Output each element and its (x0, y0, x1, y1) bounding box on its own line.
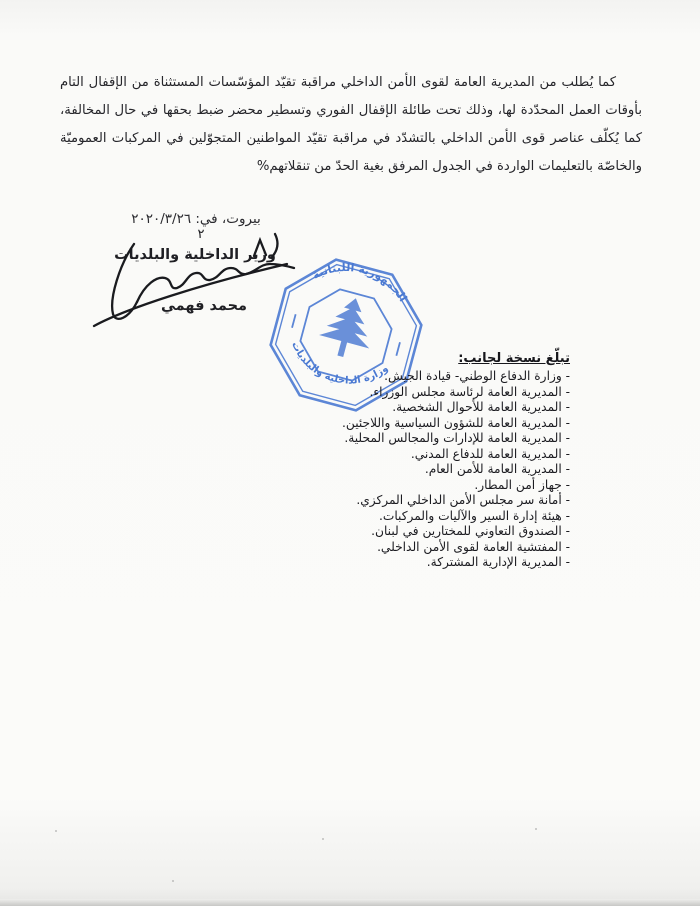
signature-paraph-curve (272, 234, 277, 257)
scan-speck (322, 838, 324, 840)
distribution-item: - الصندوق التعاوني للمختارين في لبنان. (371, 524, 570, 538)
scan-speck (535, 828, 537, 830)
dateline: بيروت، في: ٢٠٢٠/٣/٢٦ (131, 211, 261, 227)
scan-edge-shadow (0, 899, 700, 906)
distribution-item: - جهاز أمن المطار. (474, 477, 570, 492)
signature-paraph-caret (254, 240, 266, 256)
distribution-item: - المديرية العامة للأمن العام. (424, 462, 570, 476)
distribution-item: - المديرية العامة للإدارات والمجالس المحلية. (344, 431, 570, 445)
stamp-left-dash (292, 314, 296, 328)
minister-name: محمد فهمي (160, 298, 248, 314)
stamp-top-text: الجمهورية اللبنانية (309, 260, 410, 305)
scan-speck (172, 880, 174, 882)
distribution-item: - المديرية الإدارية المشتركة. (426, 555, 570, 569)
distribution-item: - المديرية العامة للشؤون السياسية واللاجئين. (342, 415, 570, 430)
distribution-list (120, 351, 570, 571)
signature-loop-stroke (112, 244, 137, 319)
distribution-item: - وزارة الدفاع الوطني- قيادة الجيش. (384, 369, 570, 383)
distribution-item: - المفتشية العامة لقوى الأمن الداخلي. (377, 539, 570, 554)
distribution-item: - المديرية العامة للأحوال الشخصية. (392, 400, 570, 414)
scan-speck (55, 830, 57, 832)
minister-title: وزير الداخلية والبلديات (114, 247, 276, 263)
stamp-bottom-text: وزارة الداخلية والبلديات (289, 340, 391, 387)
distribution-item: - هيئة إدارة السير والآليات والمركبات. (378, 508, 570, 523)
handwritten-digit: ٢ (197, 227, 205, 242)
distribution-item: - المديرية العامة لرئاسة مجلس الوزراء. (369, 384, 570, 399)
distribution-title: تبلّغ نسخة لجانب: (458, 351, 570, 366)
distribution-item: - أمانة سر مجلس الأمن الداخلي المركزي. (356, 493, 570, 507)
body-paragraph: كما يُطلب من المديرية العامة لقوى الأمن الداخلي مراقبة تقيّد المؤسّسات المستثناة من الإقفال التام بأوقات العمل المحدّدة لها، وذلك تحت طائلة الإقفال الفوري وتسطير محضر ضبط بحقها في حال المخالفة، كما يُكلّف عناصر قوى الأمن الداخلي بالتشدّد في مراقبة تقيّد المواطنين المتجوّلين في المركبات العموميّة والخاصّة بالتعليمات الواردة في الجدول المرفق بغية الحدّ من تنقلاتهم% (60, 75, 642, 174)
distribution-item: - المديرية العامة للدفاع المدني. (410, 446, 570, 461)
